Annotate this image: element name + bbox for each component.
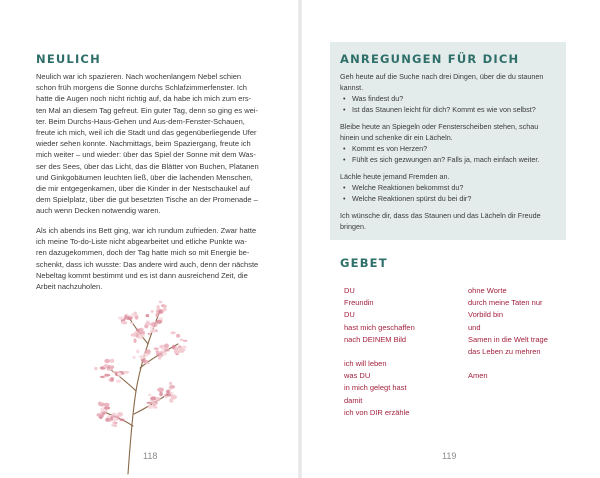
prayer-line: ohne Worte <box>468 286 507 295</box>
blossom-petal <box>156 351 159 355</box>
prayer-column-right <box>468 285 548 382</box>
blossom-petal <box>179 348 184 353</box>
blossom-petal <box>164 344 169 349</box>
blossom-petal <box>159 301 163 304</box>
bullet-item: • Ist das Staunen leicht für dich? Kommt es wie von selbst? <box>340 104 558 115</box>
blossom-petal <box>104 406 110 409</box>
prayer-line: hast mich geschaffen <box>344 322 415 332</box>
blossom-petal <box>139 355 146 358</box>
story-paragraph-1 <box>36 71 272 217</box>
text-line: mich weiter – und wieder: über das Spiel der Sonne mit dem Was- <box>36 150 256 160</box>
blossom-petal <box>142 331 145 334</box>
text-line: Nebeltag kommt bestimmt und es ist dann ausreichend Zeit, die <box>36 270 248 280</box>
suggestion-text: bringen. <box>340 222 366 231</box>
blossom-petal <box>136 329 140 331</box>
blossom-petal <box>105 418 109 422</box>
blossom-petal <box>99 403 105 407</box>
blossom-petal <box>145 362 149 364</box>
blossom-petal <box>150 329 156 333</box>
text-line: die mir entgegenkamen, über die Kinder in der Nestschaukel auf <box>36 184 250 194</box>
prayer-line: Samen in die Welt trage <box>468 334 548 344</box>
blossom-petal <box>121 321 127 325</box>
suggestion-text: Ich wünsche dir, dass das Staunen und das Lächeln dir Freude <box>340 211 541 220</box>
blossom-petal <box>117 372 121 376</box>
blossom-petal <box>110 365 115 369</box>
blossom-petal <box>113 424 118 427</box>
prayer-line: damit <box>344 395 363 405</box>
blossom-petal <box>110 359 114 363</box>
prayer-line: nach DEINEM Bild <box>344 334 407 344</box>
blossom-petal <box>178 345 182 348</box>
blossom-petal <box>97 413 101 416</box>
text-line: auch wenn Decken notwendig waren. <box>36 206 161 216</box>
blossom-petal <box>170 331 175 334</box>
prayer-line: das Leben zu mehren <box>468 347 541 357</box>
page-number-right: 119 <box>442 451 457 461</box>
prayer-line: DU <box>344 286 355 295</box>
blossom-petal <box>172 345 176 350</box>
blossom-petal <box>119 418 124 421</box>
blossom-petal <box>148 394 151 397</box>
prayer-line: Amen <box>468 371 488 381</box>
bullet-item: • Was findest du? <box>340 93 558 104</box>
blossom-petal <box>162 349 165 354</box>
blossom-petal <box>130 322 134 324</box>
prayer-line: durch meine Taten nur <box>468 298 543 308</box>
prayer-line: ich von DIR erzähle <box>344 407 410 417</box>
blossom-petal <box>157 388 164 393</box>
blossom-petal <box>136 350 139 354</box>
page-number-left: 118 <box>143 451 158 461</box>
blossom-petal <box>117 412 123 417</box>
text-line: freute ich mich, weil ich die Stadt und das gegenüberliegende Ufer <box>36 128 257 138</box>
text-line: hatte die Augen noch nicht richtig auf, da habe ich mich zum ers- <box>36 94 252 104</box>
blossom-petal <box>156 397 161 401</box>
blossom-petal <box>152 402 155 405</box>
text-line: ten Mal an diesem Tag gefreut. Ein guter Tag, denn so ging es wei- <box>36 105 258 115</box>
book-gutter <box>298 0 302 478</box>
text-line: dem Spielplatz, über die gut besetzten Tische an der Promenade – <box>36 195 258 205</box>
prayer-line: in mich gelegt hast <box>344 383 407 393</box>
blossom-petal <box>104 359 110 363</box>
suggestion-text: hinein und schenke dir ein Lächeln. <box>340 133 453 142</box>
blossom-petal <box>102 412 106 415</box>
blossom-petal <box>174 349 181 354</box>
blossom-petal <box>148 333 152 335</box>
blossom-petal <box>146 314 150 317</box>
blossom-petal <box>118 316 124 319</box>
blossom-petal <box>183 340 188 342</box>
prayer-line: ich will leben <box>344 359 387 369</box>
blossom-petal <box>133 356 136 359</box>
text-line: Arbeit nachzuholen. <box>36 282 103 292</box>
blossom-petal <box>145 349 151 353</box>
blossom-illustration <box>88 296 198 476</box>
blossom-petal <box>152 406 155 409</box>
prayer-line: Freundin <box>344 298 374 308</box>
text-line: ser des Sees, über das Licht, das die Blätter von Buchen, Platanen <box>36 161 259 171</box>
text-line: ich meine To-do-Liste nicht abgearbeitet und etliche Punkte wa- <box>36 237 247 247</box>
section-heading-gebet: GEBET <box>340 256 388 270</box>
text-line: ter. Beim Durchs-Haus-Gehen und Aus-dem-Fenster-Schauen, <box>36 116 245 126</box>
blossom-petal <box>104 364 109 368</box>
blossom-petal <box>105 374 111 377</box>
blossom-petal <box>116 380 122 383</box>
blossom-petal <box>156 305 160 310</box>
blossom-petal <box>127 317 132 320</box>
blossom-petal <box>171 395 177 400</box>
text-line: und Ginkgobäumen leuchten ließ, über die lachenden Menschen, <box>36 172 253 182</box>
blossom-petal <box>113 418 117 422</box>
blossom-petal <box>154 348 159 350</box>
suggestion-text: Bleibe heute an Spiegeln oder Fensterscheiben stehen, schau <box>340 122 539 131</box>
suggestion-text: Geh heute auf die Suche nach drei Dingen, über die du staunen <box>340 72 544 81</box>
text-line: ren dazugekommen, doch der Tag hatte mich so mit Energie be- <box>36 248 250 258</box>
blossom-petal <box>146 402 152 404</box>
blossom-petal <box>94 367 97 370</box>
text-line: Als ich abends ins Bett ging, war ich rundum zufrieden. Zwar hatte <box>36 226 257 235</box>
suggestion-text: Lächle heute jemand Fremden an. <box>340 172 450 181</box>
suggestion-text: kannst. <box>340 83 364 92</box>
prayer-line: und <box>468 322 481 332</box>
suggestions-list <box>340 71 558 232</box>
blossom-petal <box>169 385 175 389</box>
blossom-petal <box>114 422 118 424</box>
bullet-item: • Welche Reaktionen bekommst du? <box>340 182 558 193</box>
blossom-petal <box>134 312 137 315</box>
blossom-petal <box>155 313 158 318</box>
blossom-petal <box>166 393 171 396</box>
story-paragraph-2 <box>36 225 272 292</box>
blossom-petal <box>151 323 157 328</box>
blossom-petal <box>169 382 172 385</box>
text-line: Neulich war ich spazieren. Nach wochenlangem Nebel schien <box>36 72 242 81</box>
blossom-petal <box>159 317 163 319</box>
section-heading-neulich: NEULICH <box>36 52 101 66</box>
prayer-line: DU <box>344 310 355 320</box>
bullet-item: • Kommt es von Herzen? <box>340 143 558 154</box>
text-line: schon früh morgens die Sonne durchs Schlafzimmerfenster. Ich <box>36 83 247 93</box>
blossom-petal <box>161 304 166 307</box>
blossom-petal <box>159 345 164 349</box>
section-heading-anregungen: ANREGUNGEN FÜR DICH <box>340 52 520 66</box>
blossom-petal <box>159 392 163 397</box>
prayer-column-left <box>344 285 415 419</box>
bullet-item: • Fühlt es sich gezwungen an? Falls ja, mach einfach weiter. <box>340 154 558 165</box>
blossom-petal <box>145 323 150 325</box>
blossom-petal <box>134 338 137 343</box>
blossom-petal <box>139 336 142 340</box>
text-line: schenkt, dass ich wusste: Das andere wird auch, denn der nächste <box>36 259 259 269</box>
prayer-line <box>344 346 415 358</box>
blossom-petal <box>110 377 114 381</box>
blossom-petal <box>136 333 139 337</box>
text-line: wieder sehen konnte. Nachmittags, beim Spaziergang, freute ich <box>36 139 251 149</box>
blossom-petal <box>158 356 161 360</box>
suggestions-box <box>330 42 566 240</box>
blossom-petal <box>176 334 180 338</box>
prayer-line: was DU <box>344 371 371 381</box>
blossom-petal <box>151 310 154 313</box>
blossom-petal <box>180 339 183 341</box>
prayer-line <box>468 358 548 370</box>
blossom-petal <box>135 316 139 320</box>
bullet-item: • Welche Reaktionen spürst du bei dir? <box>340 193 558 204</box>
blossom-petal <box>150 327 155 329</box>
blossom-petal <box>162 308 167 311</box>
prayer-line: Vorbild bin <box>468 310 504 320</box>
